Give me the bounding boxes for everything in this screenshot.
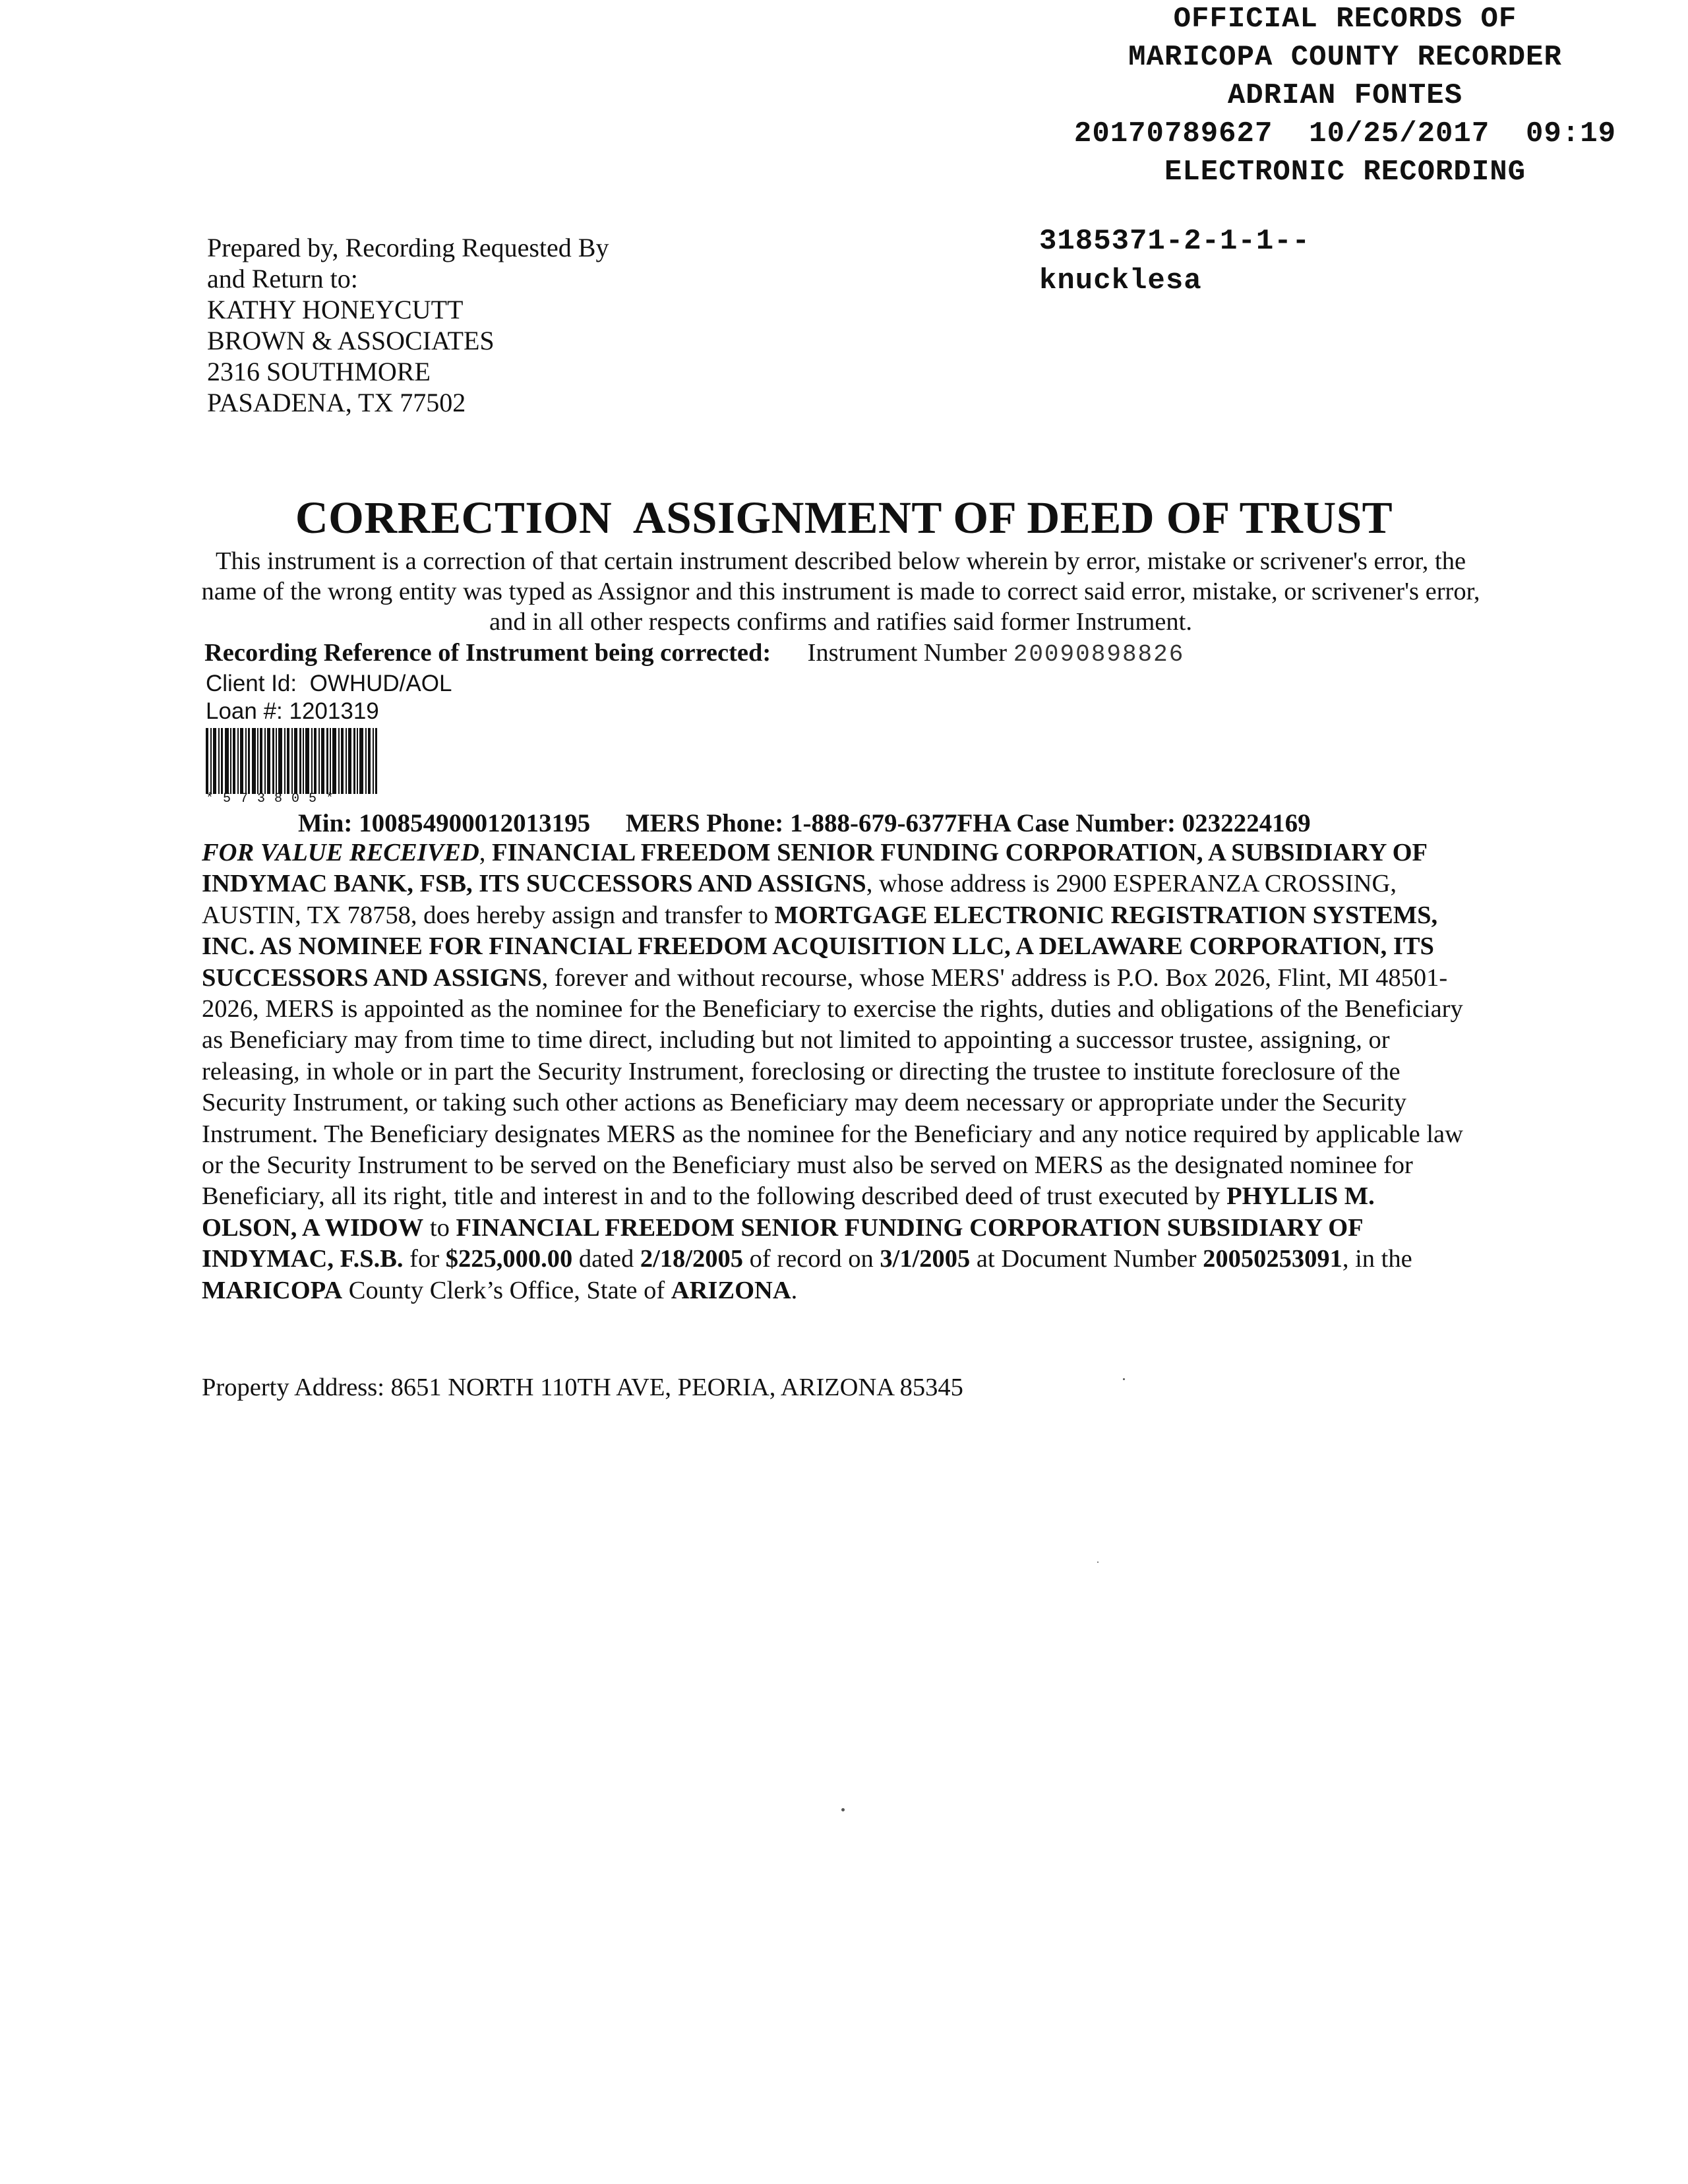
- recorder-stamp: [1015, 0, 1675, 191]
- barcode-text: *573805*: [206, 791, 344, 806]
- county-name: MARICOPA: [202, 1276, 343, 1304]
- body-text: for: [403, 1245, 446, 1273]
- client-info: [206, 670, 452, 725]
- body-text: of record on: [742, 1245, 880, 1273]
- document-number: 20050253091: [1203, 1245, 1342, 1273]
- stamp-line-2: MARICOPA COUNTY RECORDER: [1128, 41, 1562, 74]
- body-text: County Clerk’s Office, State of: [342, 1276, 671, 1304]
- assignee-name: MORTGAGE ELECTRONIC REGISTRATION SYSTEMS, INC. AS NOMINEE FOR FINANCIAL FREEDOM ACQUISITION LLC, A DELAWARE CORPORATION, ITS SUCCESSORS AND ASSIGNS: [202, 901, 1438, 992]
- scan-speck: [1123, 1378, 1125, 1380]
- barcode-image: [206, 728, 377, 794]
- body-text: .: [791, 1276, 798, 1304]
- loan-number: Loan #: 1201319: [206, 698, 379, 724]
- recording-id-block: [1039, 222, 1310, 301]
- mers-phone-fha-case: MERS Phone: 1-888-679-6377FHA Case Number: 0232224169: [625, 809, 1311, 837]
- recording-reference: [204, 638, 1184, 668]
- reference-number: 20090898826: [1013, 641, 1185, 668]
- document-title: CORRECTION ASSIGNMENT OF DEED OF TRUST: [295, 493, 1393, 543]
- min-line: [298, 808, 1340, 838]
- lender-name: FINANCIAL FREEDOM SENIOR FUNDING CORPORATION SUBSIDIARY OF INDYMAC, F.S.B.: [202, 1213, 1363, 1273]
- recording-user: knucklesa: [1039, 264, 1202, 297]
- dated-date: 2/18/2005: [640, 1245, 743, 1273]
- body-text: , forever and without recourse, whose MERS' address is P.O. Box 2026, Flint, MI 48501-2026, MERS is appointed as the nominee for the Beneficiary to exercise the rights, duties and obligations of the Beneficiary as Beneficiary may from time to time direct, including but not limited to appointing a successor trustee, assigning, or releasing, in whole or in part the Security Instrument, foreclosing or directing the trustee to institute foreclosure of the Security Instrument, or taking such other actions as Beneficiary may deem necessary or appropriate under the Security Instrument. The Beneficiary designates MERS as the nominee for the Beneficiary and any notice required by applicable law or the Security Instrument to be served on the Beneficiary must also be served on MERS as the designated nominee for Beneficiary, all its right, title and interest in and to the following described deed of trust executed by: [202, 963, 1463, 1211]
- body-text: , whose address is 2900 ESPERANZA CROSSING, AUSTIN, TX 78758, does hereby assign and transfer to: [202, 870, 1397, 929]
- return-line-1: Prepared by, Recording Requested By: [207, 233, 609, 262]
- reference-label: Recording Reference of Instrument being corrected:: [204, 639, 771, 667]
- recorded-date: 3/1/2005: [880, 1245, 971, 1273]
- return-line-6: PASADENA, TX 77502: [207, 388, 466, 417]
- scan-speck: [1097, 1562, 1099, 1563]
- return-line-4: BROWN & ASSOCIATES: [207, 326, 495, 355]
- stamp-line-5: ELECTRONIC RECORDING: [1164, 156, 1526, 189]
- recording-id: 3185371-2-1-1--: [1039, 225, 1311, 258]
- property-address: Property Address: 8651 NORTH 110TH AVE, PEORIA, ARIZONA 85345: [202, 1374, 963, 1401]
- scan-speck: [841, 1808, 845, 1811]
- body-text: ,: [479, 839, 493, 866]
- client-id: Client Id: OWHUD/AOL: [206, 671, 452, 696]
- grantor-name: PHYLLIS M. OLSON, A WIDOW: [202, 1182, 1375, 1242]
- correction-intro: This instrument is a correction of that certain instrument described below wherein by error, mistake or scrivener's error, the name of the wrong entity was typed as Assignor and this instrument is made to correct said error, mistake, or scrivener's error, and in all other respects confirms and ratifies said former Instrument.: [201, 547, 1480, 636]
- body-text: at Document Number: [970, 1245, 1203, 1273]
- stamp-line-4: 20170789627 10/25/2017 09:19: [1073, 117, 1617, 150]
- stamp-line-3: ADRIAN FONTES: [1227, 79, 1463, 112]
- for-value-received: FOR VALUE RECEIVED: [202, 839, 479, 866]
- return-line-5: 2316 SOUTHMORE: [207, 357, 431, 386]
- assignment-body: [202, 837, 1472, 1306]
- loan-amount: $225,000.00: [445, 1245, 573, 1273]
- return-address-block: [207, 232, 609, 418]
- return-line-3: KATHY HONEYCUTT: [207, 295, 464, 324]
- return-line-2: and Return to:: [207, 264, 358, 293]
- reference-prefix: Instrument Number: [807, 639, 1008, 667]
- body-text: to: [423, 1213, 456, 1242]
- assignor-name: FINANCIAL FREEDOM SENIOR FUNDING CORPORATION, A SUBSIDIARY OF INDYMAC BANK, FSB, ITS SUCCESSORS AND ASSIGNS: [202, 839, 1427, 898]
- body-text: dated: [572, 1245, 640, 1273]
- state-name: ARIZONA: [671, 1276, 791, 1304]
- min-number: Min: 100854900012013195: [298, 809, 591, 837]
- stamp-line-1: OFFICIAL RECORDS OF: [1173, 3, 1517, 36]
- body-text: , in the: [1342, 1245, 1412, 1273]
